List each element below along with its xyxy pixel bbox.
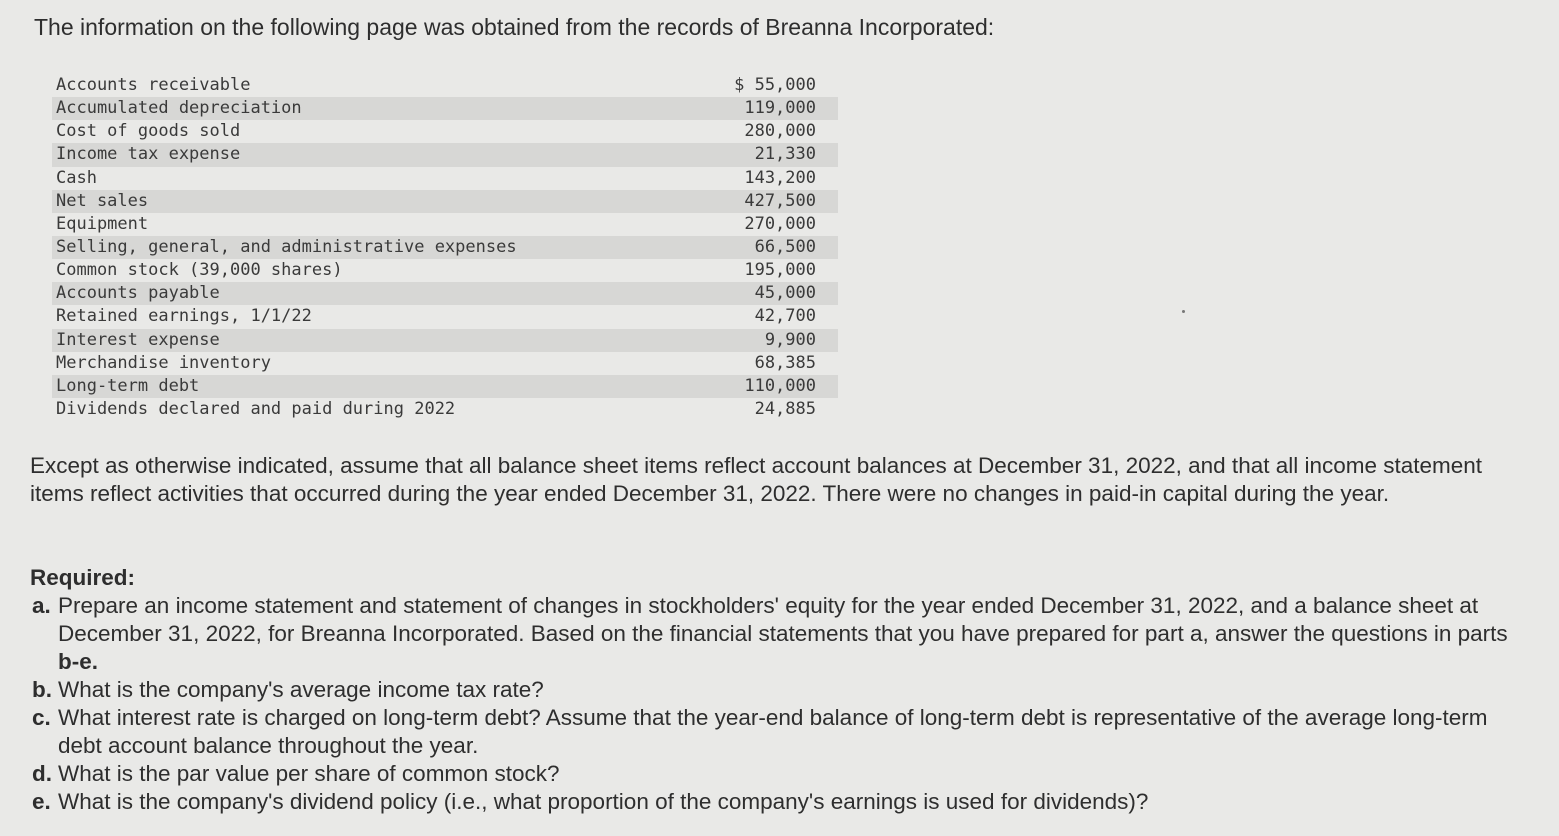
account-label: Selling, general, and administrative expenses [52,236,586,259]
stray-mark [1182,310,1185,313]
question-bold-tail: b-e. [58,649,99,674]
question-mark: a. [32,593,51,618]
account-amount: 143,200 [744,167,816,188]
required-heading: Required: [30,565,136,590]
account-amount: 66,500 [700,236,838,259]
table-row [52,213,838,236]
accounts-table [52,74,838,421]
table-row [52,282,838,305]
account-amount: 280,000 [744,121,816,142]
account-label: Equipment [56,213,149,234]
account-amount: 270,000 [744,213,816,234]
account-label: Long-term debt [52,375,586,398]
question-text: What is the par value per share of common stock? [58,761,560,786]
account-label: Accounts payable [52,282,586,305]
table-row [52,97,838,120]
question-text: What is the company's dividend policy (i.e., what proportion of the company's earnings is used for dividends)? [58,789,1149,814]
account-amount: 119,000 [700,97,838,120]
table-row [52,259,838,282]
table-row [52,375,838,398]
table-row [52,190,838,213]
account-amount: 68,385 [754,352,816,373]
question-mark: b. [32,677,52,702]
account-label: Common stock (39,000 shares) [56,260,343,281]
account-label: Accounts receivable [56,75,251,96]
account-amount: 9,900 [700,329,838,352]
question-b [30,676,1510,704]
intro-text: The information on the following page was obtained from the records of Breanna Incorporated: [34,14,995,40]
account-amount: 427,500 [700,190,838,213]
account-label: Cash [56,167,97,188]
table-row [52,305,838,328]
account-amount: 195,000 [744,260,816,281]
account-label: Accumulated depreciation [52,97,586,120]
account-amount: 21,330 [700,143,838,166]
question-d [30,760,1510,788]
question-text: What interest rate is charged on long-term debt? Assume that the year-end balance of long-term debt is representative of the average long-term debt account balance throughout the year. [58,705,1488,758]
account-label: Income tax expense [52,143,586,166]
table-row [52,74,838,97]
question-mark: c. [32,705,51,730]
table-row [52,398,838,421]
table-row [52,236,838,259]
account-label: Retained earnings, 1/1/22 [56,306,312,327]
account-amount: 110,000 [700,375,838,398]
question-e [30,788,1510,816]
question-mark: e. [32,789,51,814]
table-row [52,352,838,375]
table-row [52,120,838,143]
account-amount: 45,000 [700,282,838,305]
account-label: Merchandise inventory [56,352,271,373]
question-text: What is the company's average income tax rate? [58,677,544,702]
assumptions-paragraph: Except as otherwise indicated, assume that all balance sheet items reflect account balances at December 31, 2022, and that all income statement items reflect activities that occurred during the year ended December 31, 2022. There were no changes in paid-in capital during the year. [30,453,1483,506]
account-label: Cost of goods sold [56,121,241,142]
question-mark: d. [32,761,52,786]
account-amount: 42,700 [754,306,816,327]
question-c [30,704,1510,760]
question-text: Prepare an income statement and statement of changes in stockholders' equity for the year ended December 31, 2022, and a balance sheet at December 31, 2022, for Breanna Incorporated. Based on the financial statements that you have prepared for part a, answer the questions in parts [58,593,1508,646]
account-label: Dividends declared and paid during 2022 [56,399,456,420]
table-row [52,329,838,352]
account-label: Net sales [52,190,586,213]
account-amount: 24,885 [754,399,816,420]
required-section [30,564,1510,816]
account-amount: $ 55,000 [734,75,816,96]
question-a [30,592,1510,676]
table-row [52,167,838,190]
account-label: Interest expense [52,329,586,352]
table-row [52,143,838,166]
